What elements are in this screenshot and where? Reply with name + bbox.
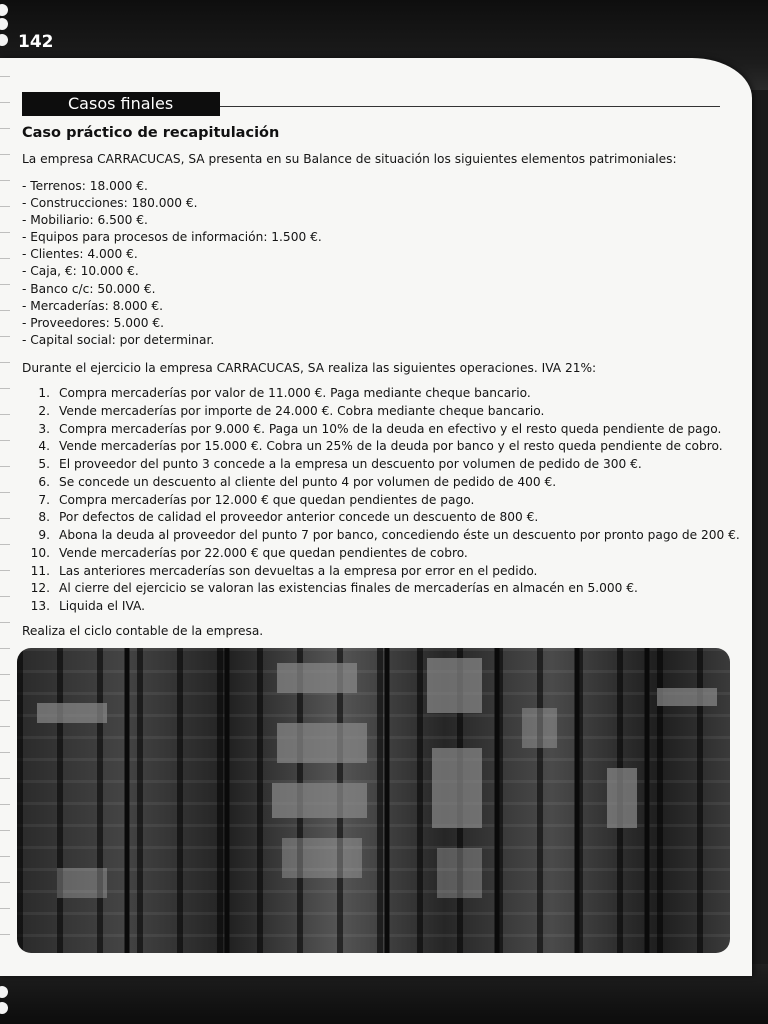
- operation-number: 4.: [38, 439, 50, 454]
- operation-number: 11.: [30, 563, 50, 578]
- operation-text: Las anteriores mercaderías son devueltas a la empresa por error en el pedido.: [59, 563, 538, 578]
- operation-number: 6.: [38, 474, 50, 489]
- operation-text: Se concede un descuento al cliente del punto 4 por volumen de pedido de 400 €.: [59, 474, 557, 489]
- operation-item: [22, 563, 740, 581]
- operation-text: Compra mercaderías por 9.000 €. Paga un 10% de la deuda en efectivo y el resto queda pendiente de pago.: [59, 421, 722, 436]
- operation-number: 9.: [38, 528, 50, 542]
- operation-text: Compra mercaderías por 12.000 € que quedan pendientes de pago.: [59, 492, 475, 507]
- operation-item: [22, 438, 740, 456]
- page-number: 142: [18, 32, 54, 52]
- balance-item: - Banco c/c: 50.000 €.: [22, 281, 156, 296]
- balance-item: - Equipos para procesos de información: 1.500 €.: [22, 230, 322, 245]
- operation-item: [22, 421, 740, 439]
- operation-number: 12.: [30, 581, 50, 596]
- operation-text: Por defectos de calidad el proveedor anterior concede un descuento de 800 €.: [59, 510, 539, 525]
- operation-text: El proveedor del punto 3 concede a la empresa un descuento por volumen de pedido de 300 €.: [59, 457, 642, 471]
- case-intro: La empresa CARRACUCAS, SA presenta en su Balance de situación los siguientes elementos patrimoniales:: [22, 152, 677, 166]
- operation-number: 8.: [38, 510, 50, 525]
- operation-text: Liquida el IVA.: [59, 599, 146, 613]
- operation-item: [22, 527, 740, 545]
- balance-item: - Terrenos: 18.000 €.: [22, 179, 148, 193]
- section-heading: Casos finales: [22, 92, 220, 116]
- section-rule: [220, 106, 720, 107]
- balance-item: - Mercaderías: 8.000 €.: [22, 298, 164, 313]
- operation-item: [22, 492, 740, 510]
- operation-number: 3.: [38, 421, 50, 436]
- operation-item: [22, 385, 740, 403]
- binding-margin-marks: [0, 60, 10, 960]
- case-title: Caso práctico de recapitulación: [22, 125, 280, 141]
- operation-number: 7.: [38, 492, 50, 507]
- operation-item: [22, 474, 740, 492]
- operation-text: Al cierre del ejercicio se valoran las existencias finales de mercaderías en almacén en 5.000 €.: [59, 581, 638, 596]
- operation-number: 2.: [38, 403, 50, 418]
- operation-text: Vende mercaderías por 22.000 € que quedan pendientes de cobro.: [59, 545, 468, 560]
- operation-number: 1.: [38, 386, 50, 400]
- operation-item: [22, 456, 740, 474]
- operations-intro: Durante el ejercicio la empresa CARRACUCAS, SA realiza las siguientes operaciones. IVA 21%:: [22, 361, 597, 375]
- operations-list: [22, 385, 740, 616]
- operation-item: [22, 403, 740, 421]
- balance-item: - Construcciones: 180.000 €.: [22, 196, 198, 211]
- operation-text: Vende mercaderías por 15.000 €. Cobra un 25% de la deuda por banco y el resto queda pendiente de cobro.: [59, 439, 723, 454]
- operation-text: Compra mercaderías por valor de 11.000 €. Paga mediante cheque bancario.: [59, 386, 531, 400]
- operation-number: 10.: [30, 545, 50, 560]
- operation-text: Abona la deuda al proveedor del punto 7 por banco, concediendo éste un descuento por pronto pago de 200 €.: [59, 528, 740, 542]
- operation-item: [22, 545, 740, 563]
- operation-text: Vende mercaderías por importe de 24.000 €. Cobra mediante cheque bancario.: [59, 403, 545, 418]
- closing-instruction: Realiza el ciclo contable de la empresa.: [22, 624, 264, 638]
- balance-item: - Clientes: 4.000 €.: [22, 247, 138, 262]
- balance-item: - Mobiliario: 6.500 €.: [22, 213, 148, 228]
- warehouse-racks-illustration: [17, 648, 730, 953]
- warehouse-photo: [17, 648, 730, 953]
- operation-item: [22, 598, 740, 616]
- operation-number: 5.: [38, 457, 50, 471]
- operation-item: [22, 509, 740, 527]
- balance-item: - Proveedores: 5.000 €.: [22, 315, 164, 330]
- operation-number: 13.: [30, 599, 50, 613]
- balance-items-list: [22, 178, 322, 349]
- operation-item: [22, 580, 740, 598]
- balance-item: - Caja, €: 10.000 €.: [22, 264, 139, 279]
- balance-item: - Capital social: por determinar.: [22, 332, 215, 347]
